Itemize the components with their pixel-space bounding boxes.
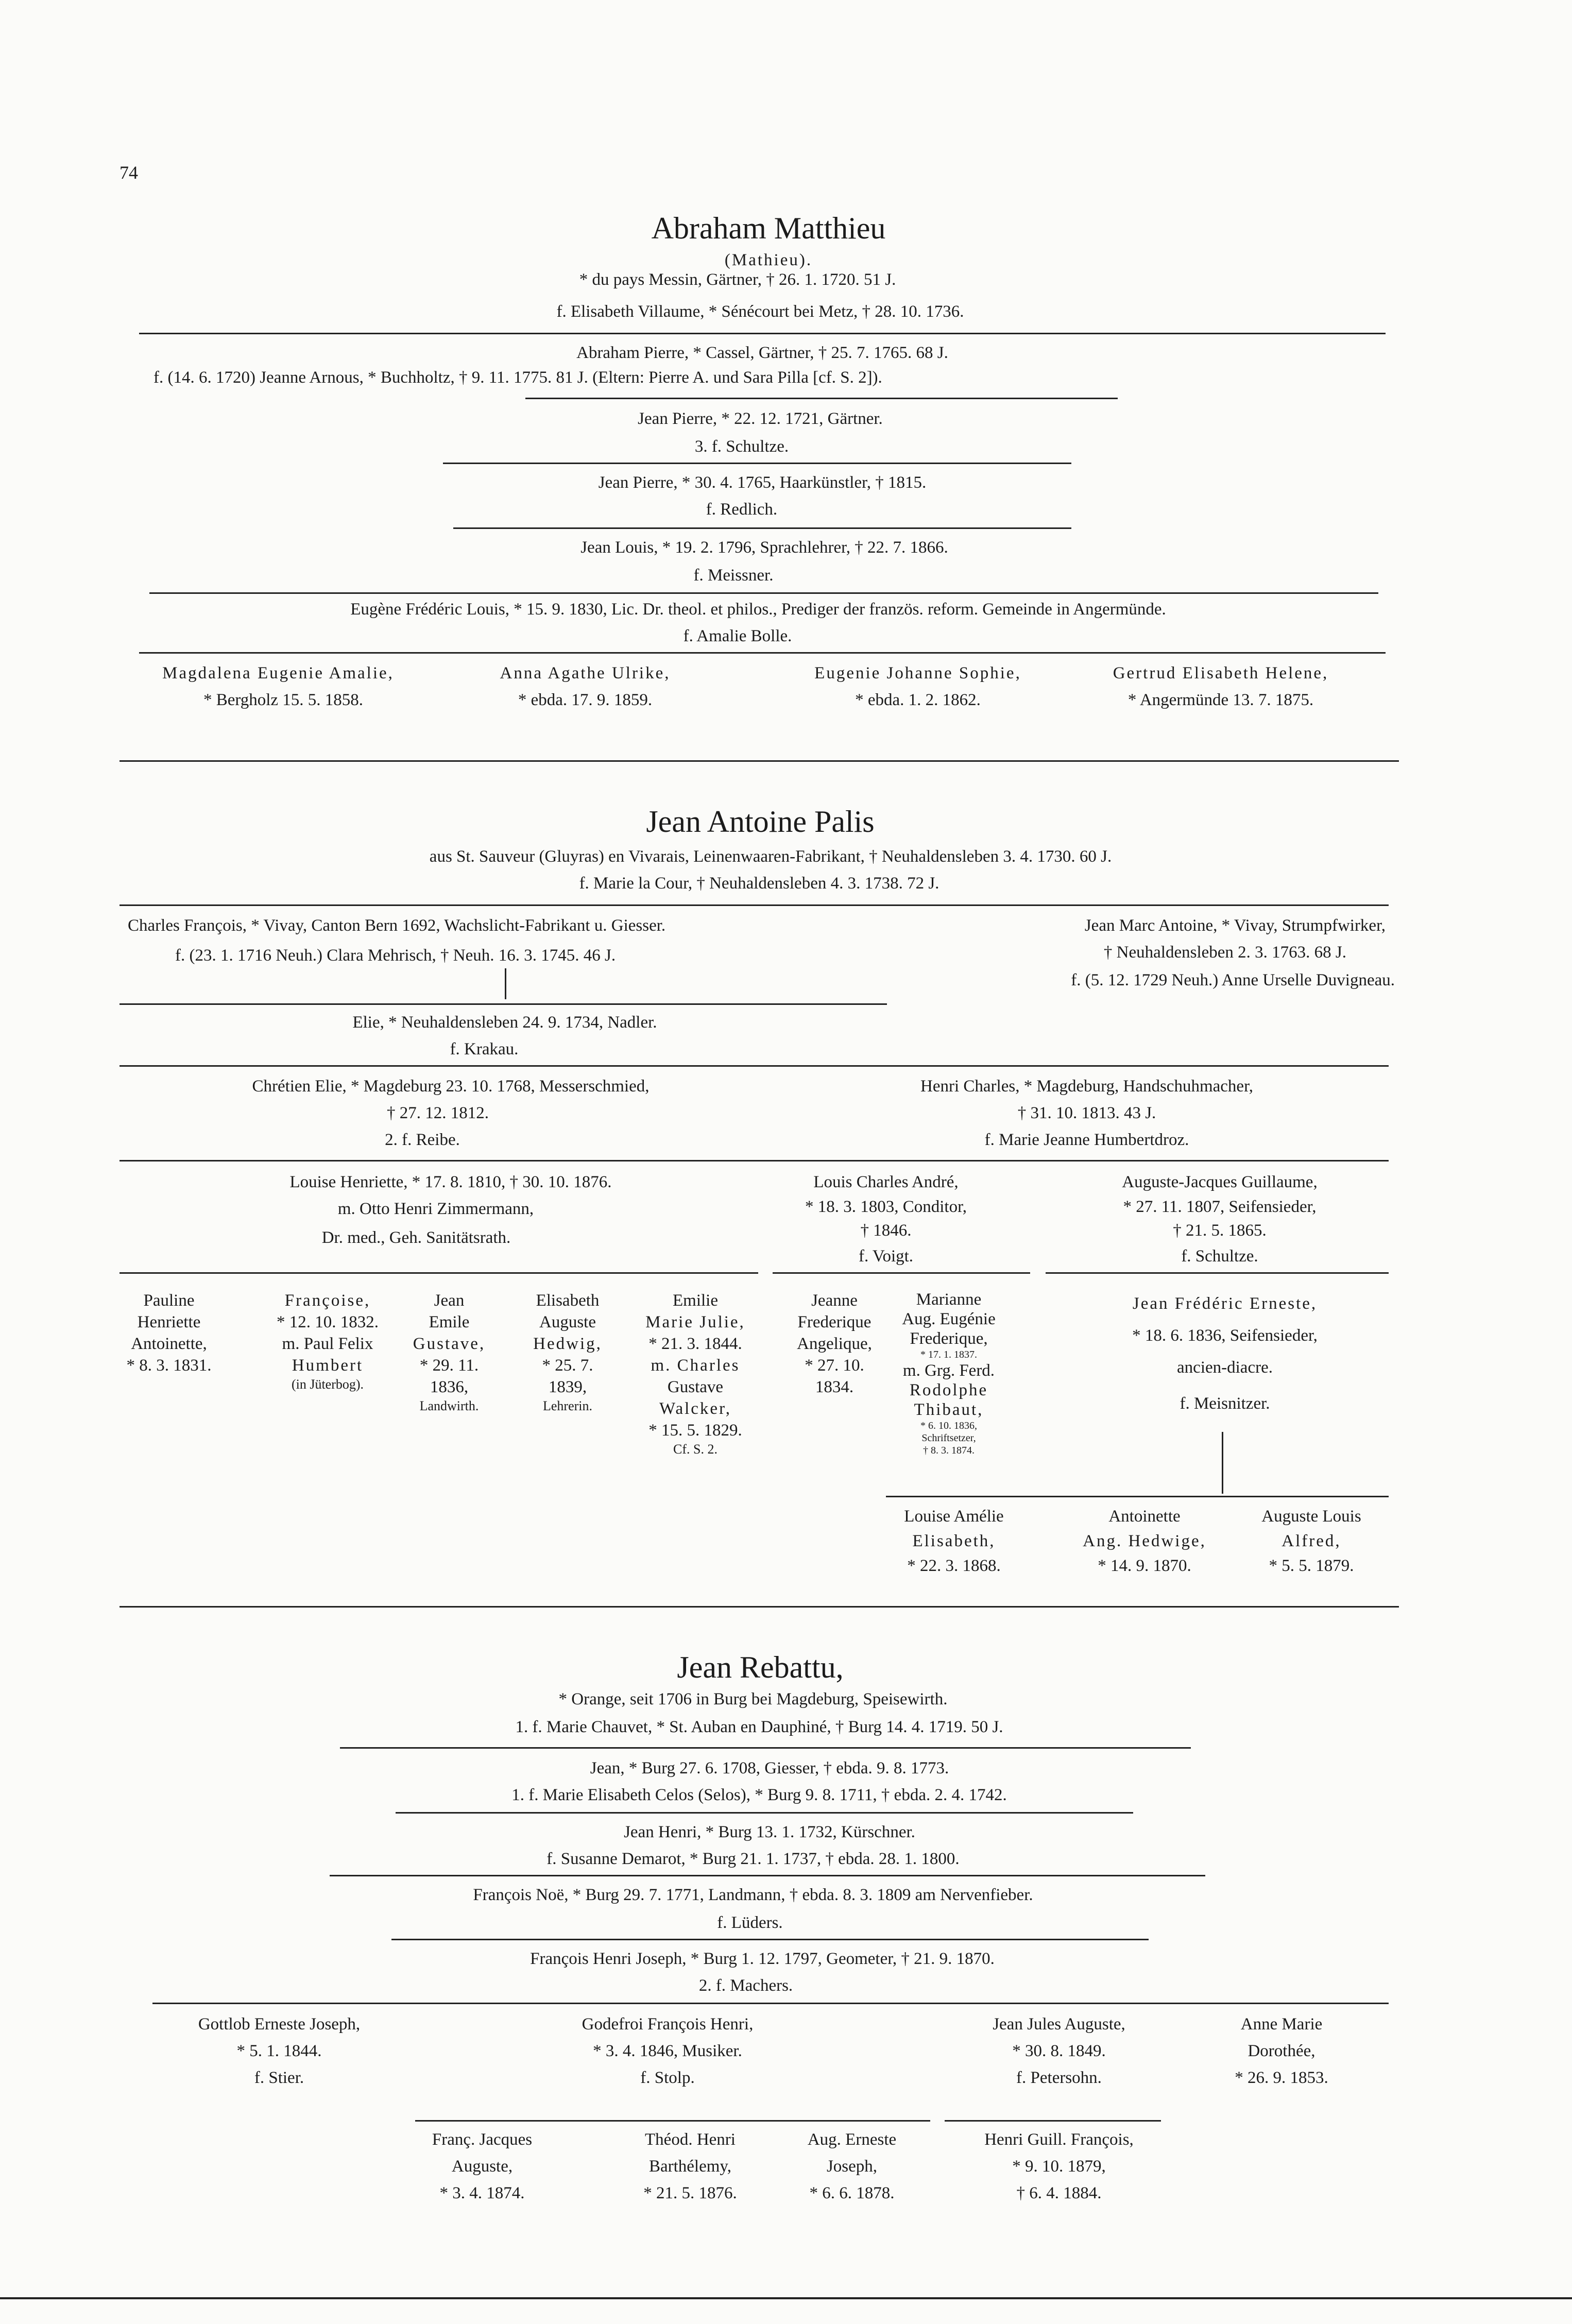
child-info: * 26. 9. 1853.: [1235, 2069, 1328, 2087]
text-line: † Neuhaldensleben 2. 3. 1763. 68 J.: [1103, 943, 1346, 962]
text-line: f. Lüders.: [717, 1913, 783, 1932]
text-line: Chrétien Elie, * Magdeburg 23. 10. 1768, Messerschmied,: [252, 1077, 650, 1096]
text-line: aus St. Sauveur (Gluyras) en Vivarais, Leinenwaaren-Fabrikant, † Neuhaldensleben 3. 4. 1730. 60 J.: [429, 847, 1112, 866]
child-name: Aug. Erneste: [807, 2130, 897, 2149]
child-name: Gottlob Erneste Joseph,: [198, 2015, 361, 2034]
child-info: * Angermünde 13. 7. 1875.: [1127, 691, 1314, 709]
text-line: Eugène Frédéric Louis, * 15. 9. 1830, Lic. Dr. theol. et philos., Prediger der französ. reform. Gemeinde in Angermünde.: [350, 600, 1166, 619]
child-name: Jean: [434, 1291, 465, 1310]
child-info: m. Grg. Ferd.: [902, 1361, 995, 1380]
text-line: * 18. 6. 1836, Seifensieder,: [1132, 1326, 1318, 1345]
child-name: Marie Julie,: [645, 1313, 745, 1331]
child-info: f. Stier.: [254, 2069, 304, 2087]
text-line: * du pays Messin, Gärtner, † 26. 1. 1720. 51 J.: [579, 270, 896, 289]
text-line: 1. f. Marie Chauvet, * St. Auban en Dauphiné, † Burg 14. 4. 1719. 50 J.: [515, 1718, 1003, 1736]
child-name: Gertrud Elisabeth Helene,: [1113, 664, 1329, 682]
child-name: Marianne: [916, 1290, 982, 1309]
child-info: * 30. 8. 1849.: [1012, 2042, 1106, 2060]
genealogy-line: [330, 1875, 1205, 1876]
child-entry: [1083, 1504, 1206, 1578]
child-name: Emile: [429, 1313, 470, 1331]
child-info: Walcker,: [659, 1399, 732, 1418]
child-info: m. Charles: [651, 1356, 740, 1375]
child-entry: [533, 1290, 602, 1414]
text-line: ancien-diacre.: [1177, 1358, 1273, 1377]
child-info: * 21. 5. 1876.: [643, 2184, 737, 2202]
genealogy-line: [945, 2120, 1161, 2122]
text-line: f. Amalie Bolle.: [683, 627, 792, 645]
text-line: f. Marie la Cour, † Neuhaldensleben 4. 3. 1738. 72 J.: [579, 874, 939, 893]
child-info: Thibaut,: [914, 1400, 984, 1419]
text-line: f. Redlich.: [706, 500, 778, 519]
text-line: Charles François, * Vivay, Canton Bern 1692, Wachslicht-Fabrikant u. Giesser.: [128, 916, 666, 935]
text-line: (Mathieu).: [724, 251, 813, 269]
text-line: François Henri Joseph, * Burg 1. 12. 1797, Geometer, † 21. 9. 1870.: [530, 1950, 995, 1968]
text-line: † 31. 10. 1813. 43 J.: [1017, 1104, 1156, 1122]
text-line: f. Elisabeth Villaume, * Sénécourt bei Metz, † 28. 10. 1736.: [556, 302, 964, 321]
page-bottom-rule: [0, 2297, 1572, 2299]
child-info: Landwirth.: [419, 1398, 479, 1413]
child-name: Jean Jules Auguste,: [993, 2015, 1125, 2034]
child-info: * Bergholz 15. 5. 1858.: [203, 691, 364, 709]
child-info: Cf. S. 2.: [673, 1442, 717, 1457]
child-info: 1836,: [430, 1378, 469, 1396]
section-title-palis: Jean Antoine Palis: [646, 805, 875, 839]
text-line: f. (14. 6. 1720) Jeanne Arnous, * Buchholtz, † 9. 11. 1775. 81 J. (Eltern: Pierre A. und Sara Pilla [cf. S. 2]).: [153, 368, 882, 387]
child-name: Alfred,: [1281, 1532, 1341, 1550]
text-line: f. Susanne Demarot, * Burg 21. 1. 1737, † ebda. 28. 1. 1800.: [546, 1850, 960, 1868]
text-line: Jean Marc Antoine, * Vivay, Strumpfwirker,: [1084, 916, 1386, 935]
child-info: f. Petersohn.: [1016, 2069, 1102, 2087]
text-line: Jean Frédéric Erneste,: [1132, 1294, 1318, 1313]
text-line: † 1846.: [860, 1221, 912, 1240]
child-entry: [993, 2011, 1125, 2091]
text-line: Jean Pierre, * 22. 12. 1721, Gärtner.: [638, 409, 883, 428]
text-line: 3. f. Schultze.: [694, 437, 789, 456]
child-info: Rodolphe: [909, 1381, 988, 1399]
child-info: (in Jüterbog).: [291, 1377, 364, 1392]
text-line: † 27. 12. 1812.: [387, 1104, 489, 1122]
genealogy-line: [119, 1160, 1389, 1161]
child-entry: [582, 2011, 754, 2091]
text-line: f. Schultze.: [1181, 1247, 1258, 1266]
child-name: Magdalena Eugenie Amalie,: [162, 664, 394, 682]
section-divider: [119, 1606, 1399, 1608]
child-info: Humbert: [292, 1356, 364, 1375]
text-line: * 18. 3. 1803, Conditor,: [805, 1198, 967, 1216]
child-entry: [984, 2126, 1134, 2207]
child-info: * 25. 7.: [542, 1356, 593, 1375]
genealogy-line: [1222, 1432, 1223, 1494]
genealogy-line: [139, 333, 1386, 334]
genealogy-line: [505, 968, 506, 999]
child-name: Anne Marie: [1240, 2015, 1323, 2034]
child-info: † 8. 3. 1874.: [922, 1445, 975, 1456]
genealogy-line: [453, 527, 1071, 529]
child-info: * 12. 10. 1832.: [277, 1313, 379, 1331]
child-name: Frederique: [797, 1313, 872, 1331]
text-line: Jean Louis, * 19. 2. 1796, Sprachlehrer, † 22. 7. 1866.: [580, 538, 948, 557]
child-info: * 9. 10. 1879,: [1012, 2157, 1106, 2176]
child-name: Théod. Henri: [645, 2130, 736, 2149]
text-line: Jean Pierre, * 30. 4. 1765, Haarkünstler, † 1815.: [598, 473, 927, 492]
section-title-rebattu: Jean Rebattu,: [677, 1650, 844, 1684]
child-name: Françoise,: [284, 1291, 371, 1310]
text-line: f. Marie Jeanne Humbertdroz.: [984, 1131, 1189, 1149]
genealogy-line: [149, 592, 1378, 594]
child-info: * 6. 6. 1878.: [809, 2184, 895, 2202]
child-name: Louise Amélie: [904, 1507, 1004, 1526]
child-info: * 8. 3. 1831.: [126, 1356, 212, 1375]
text-line: m. Otto Henri Zimmermann,: [337, 1200, 534, 1218]
child-info: * 29. 11.: [419, 1356, 479, 1375]
section-divider: [119, 760, 1399, 762]
genealogy-line: [119, 1003, 887, 1005]
child-name: Hedwig,: [533, 1335, 602, 1353]
child-name: Henri Guill. François,: [984, 2130, 1134, 2149]
child-name: Jeanne: [811, 1291, 858, 1310]
child-info: * 5. 5. 1879.: [1269, 1557, 1354, 1575]
text-line: 2. f. Reibe.: [385, 1131, 460, 1149]
child-entry: [797, 1290, 872, 1398]
genealogy-line: [119, 1272, 758, 1274]
child-info: * 3. 4. 1846, Musiker.: [593, 2042, 742, 2060]
child-entry: [432, 2126, 532, 2207]
text-line: François Noë, * Burg 29. 7. 1771, Landmann, † ebda. 8. 3. 1809 am Nervenfieber.: [473, 1886, 1033, 1904]
child-entry: [645, 1290, 745, 1458]
genealogy-line: [525, 398, 1118, 399]
genealogy-line: [119, 904, 1389, 906]
text-line: * Orange, seit 1706 in Burg bei Magdeburg, Speisewirth.: [558, 1690, 948, 1708]
genealogy-line: [1046, 1272, 1389, 1274]
child-name: Gustave,: [413, 1335, 486, 1353]
child-name: Elisabeth,: [912, 1532, 996, 1550]
genealogy-line: [443, 463, 1071, 464]
child-info: Schriftsetzer,: [921, 1432, 976, 1444]
page-number: 74: [119, 162, 138, 183]
child-info: * 21. 3. 1844.: [648, 1335, 742, 1353]
text-line: Jean, * Burg 27. 6. 1708, Giesser, † ebda. 9. 8. 1773.: [590, 1759, 949, 1778]
section-title-matthieu: Abraham Matthieu: [651, 211, 886, 245]
child-info: * 6. 10. 1836,: [920, 1420, 977, 1431]
child-info: m. Paul Felix: [282, 1335, 373, 1353]
genealogy-line: [119, 1065, 1389, 1067]
genealogy-line: [340, 1747, 1191, 1749]
child-entry: [904, 1504, 1003, 1578]
child-name: Ang. Hedwige,: [1083, 1532, 1206, 1550]
genealogy-line: [773, 1272, 1030, 1274]
text-line: f. Voigt.: [858, 1247, 914, 1266]
genealogy-line: [886, 1496, 1389, 1497]
child-info: Lehrerin.: [542, 1398, 593, 1413]
child-name: Auguste,: [451, 2157, 513, 2176]
child-name: Antoinette: [1108, 1507, 1181, 1526]
child-info: f. Stolp.: [640, 2069, 695, 2087]
child-name: Emilie: [673, 1291, 718, 1310]
text-line: Louise Henriette, * 17. 8. 1810, † 30. 10. 1876.: [289, 1173, 612, 1191]
child-info: * 14. 9. 1870.: [1098, 1557, 1191, 1575]
child-entry: [643, 2126, 737, 2207]
child-info: * 3. 4. 1874.: [439, 2184, 525, 2202]
child-name: Angelique,: [797, 1335, 872, 1353]
child-name: Aug. Eugénie: [902, 1310, 996, 1328]
child-info: * ebda. 1. 2. 1862.: [855, 691, 981, 709]
child-info: * 22. 3. 1868.: [907, 1557, 1001, 1575]
text-line: Elie, * Neuhaldensleben 24. 9. 1734, Nadler.: [352, 1013, 657, 1032]
child-name: Barthélemy,: [648, 2157, 732, 2176]
child-info: 1834.: [815, 1378, 854, 1396]
child-name: Pauline: [143, 1291, 195, 1310]
child-name: Eugenie Johanne Sophie,: [814, 664, 1021, 682]
text-line: Auguste-Jacques Guillaume,: [1122, 1173, 1318, 1191]
text-line: Louis Charles André,: [813, 1173, 959, 1191]
child-name: Joseph,: [826, 2157, 878, 2176]
genealogy-line: [391, 1939, 1149, 1940]
child-info: * 27. 10.: [805, 1356, 864, 1375]
text-line: f. Meissner.: [693, 566, 774, 585]
child-entry: [127, 1290, 212, 1376]
child-name: Henriette: [137, 1313, 201, 1331]
child-info: * 5. 1. 1844.: [236, 2042, 322, 2060]
child-name: Auguste Louis: [1261, 1507, 1361, 1526]
text-line: f. Meisnitzer.: [1180, 1394, 1270, 1413]
child-entry: [198, 2011, 360, 2091]
child-entry: [902, 1290, 995, 1457]
text-line: Abraham Pierre, * Cassel, Gärtner, † 25. 7. 1765. 68 J.: [576, 344, 948, 362]
text-line: f. Krakau.: [450, 1040, 519, 1058]
child-info: † 6. 4. 1884.: [1016, 2184, 1102, 2202]
genealogy-line: [415, 2120, 930, 2122]
child-entry: [413, 1290, 485, 1414]
genealogy-line: [152, 2003, 1389, 2004]
child-entry: [808, 2126, 896, 2207]
text-line: † 21. 5. 1865.: [1173, 1221, 1267, 1240]
child-info: * ebda. 17. 9. 1859.: [518, 691, 653, 709]
text-line: 1. f. Marie Elisabeth Celos (Selos), * Burg 9. 8. 1711, † ebda. 2. 4. 1742.: [511, 1786, 1007, 1804]
genealogy-line: [139, 652, 1386, 654]
text-line: f. (5. 12. 1729 Neuh.) Anne Urselle Duvigneau.: [1071, 971, 1395, 989]
child-info: * 15. 5. 1829.: [648, 1421, 742, 1440]
child-info: 1839,: [548, 1378, 587, 1396]
text-line: Dr. med., Geh. Sanitätsrath.: [321, 1228, 511, 1247]
child-name: Godefroi François Henri,: [582, 2015, 754, 2034]
genealogy-line: [396, 1812, 1133, 1814]
child-name: Dorothée,: [1248, 2042, 1315, 2060]
child-info: * 17. 1. 1837.: [920, 1349, 977, 1360]
child-entry: [277, 1290, 379, 1393]
text-line: Jean Henri, * Burg 13. 1. 1732, Kürschner.: [624, 1823, 915, 1841]
text-line: Henri Charles, * Magdeburg, Handschuhmacher,: [920, 1077, 1253, 1096]
child-entry: [1235, 2011, 1328, 2091]
text-line: f. (23. 1. 1716 Neuh.) Clara Mehrisch, † Neuh. 16. 3. 1745. 46 J.: [175, 946, 616, 965]
child-name: Antoinette,: [131, 1335, 207, 1353]
child-entry: [1261, 1504, 1361, 1578]
child-name: Frederique,: [910, 1329, 988, 1348]
child-name: Anna Agathe Ulrike,: [500, 664, 671, 682]
text-line: 2. f. Machers.: [698, 1976, 793, 1995]
child-name: Elisabeth: [536, 1291, 600, 1310]
child-name: Franç. Jacques: [432, 2130, 533, 2149]
child-name: Auguste: [539, 1313, 596, 1331]
text-line: * 27. 11. 1807, Seifensieder,: [1123, 1198, 1317, 1216]
child-info: Gustave: [667, 1378, 724, 1396]
